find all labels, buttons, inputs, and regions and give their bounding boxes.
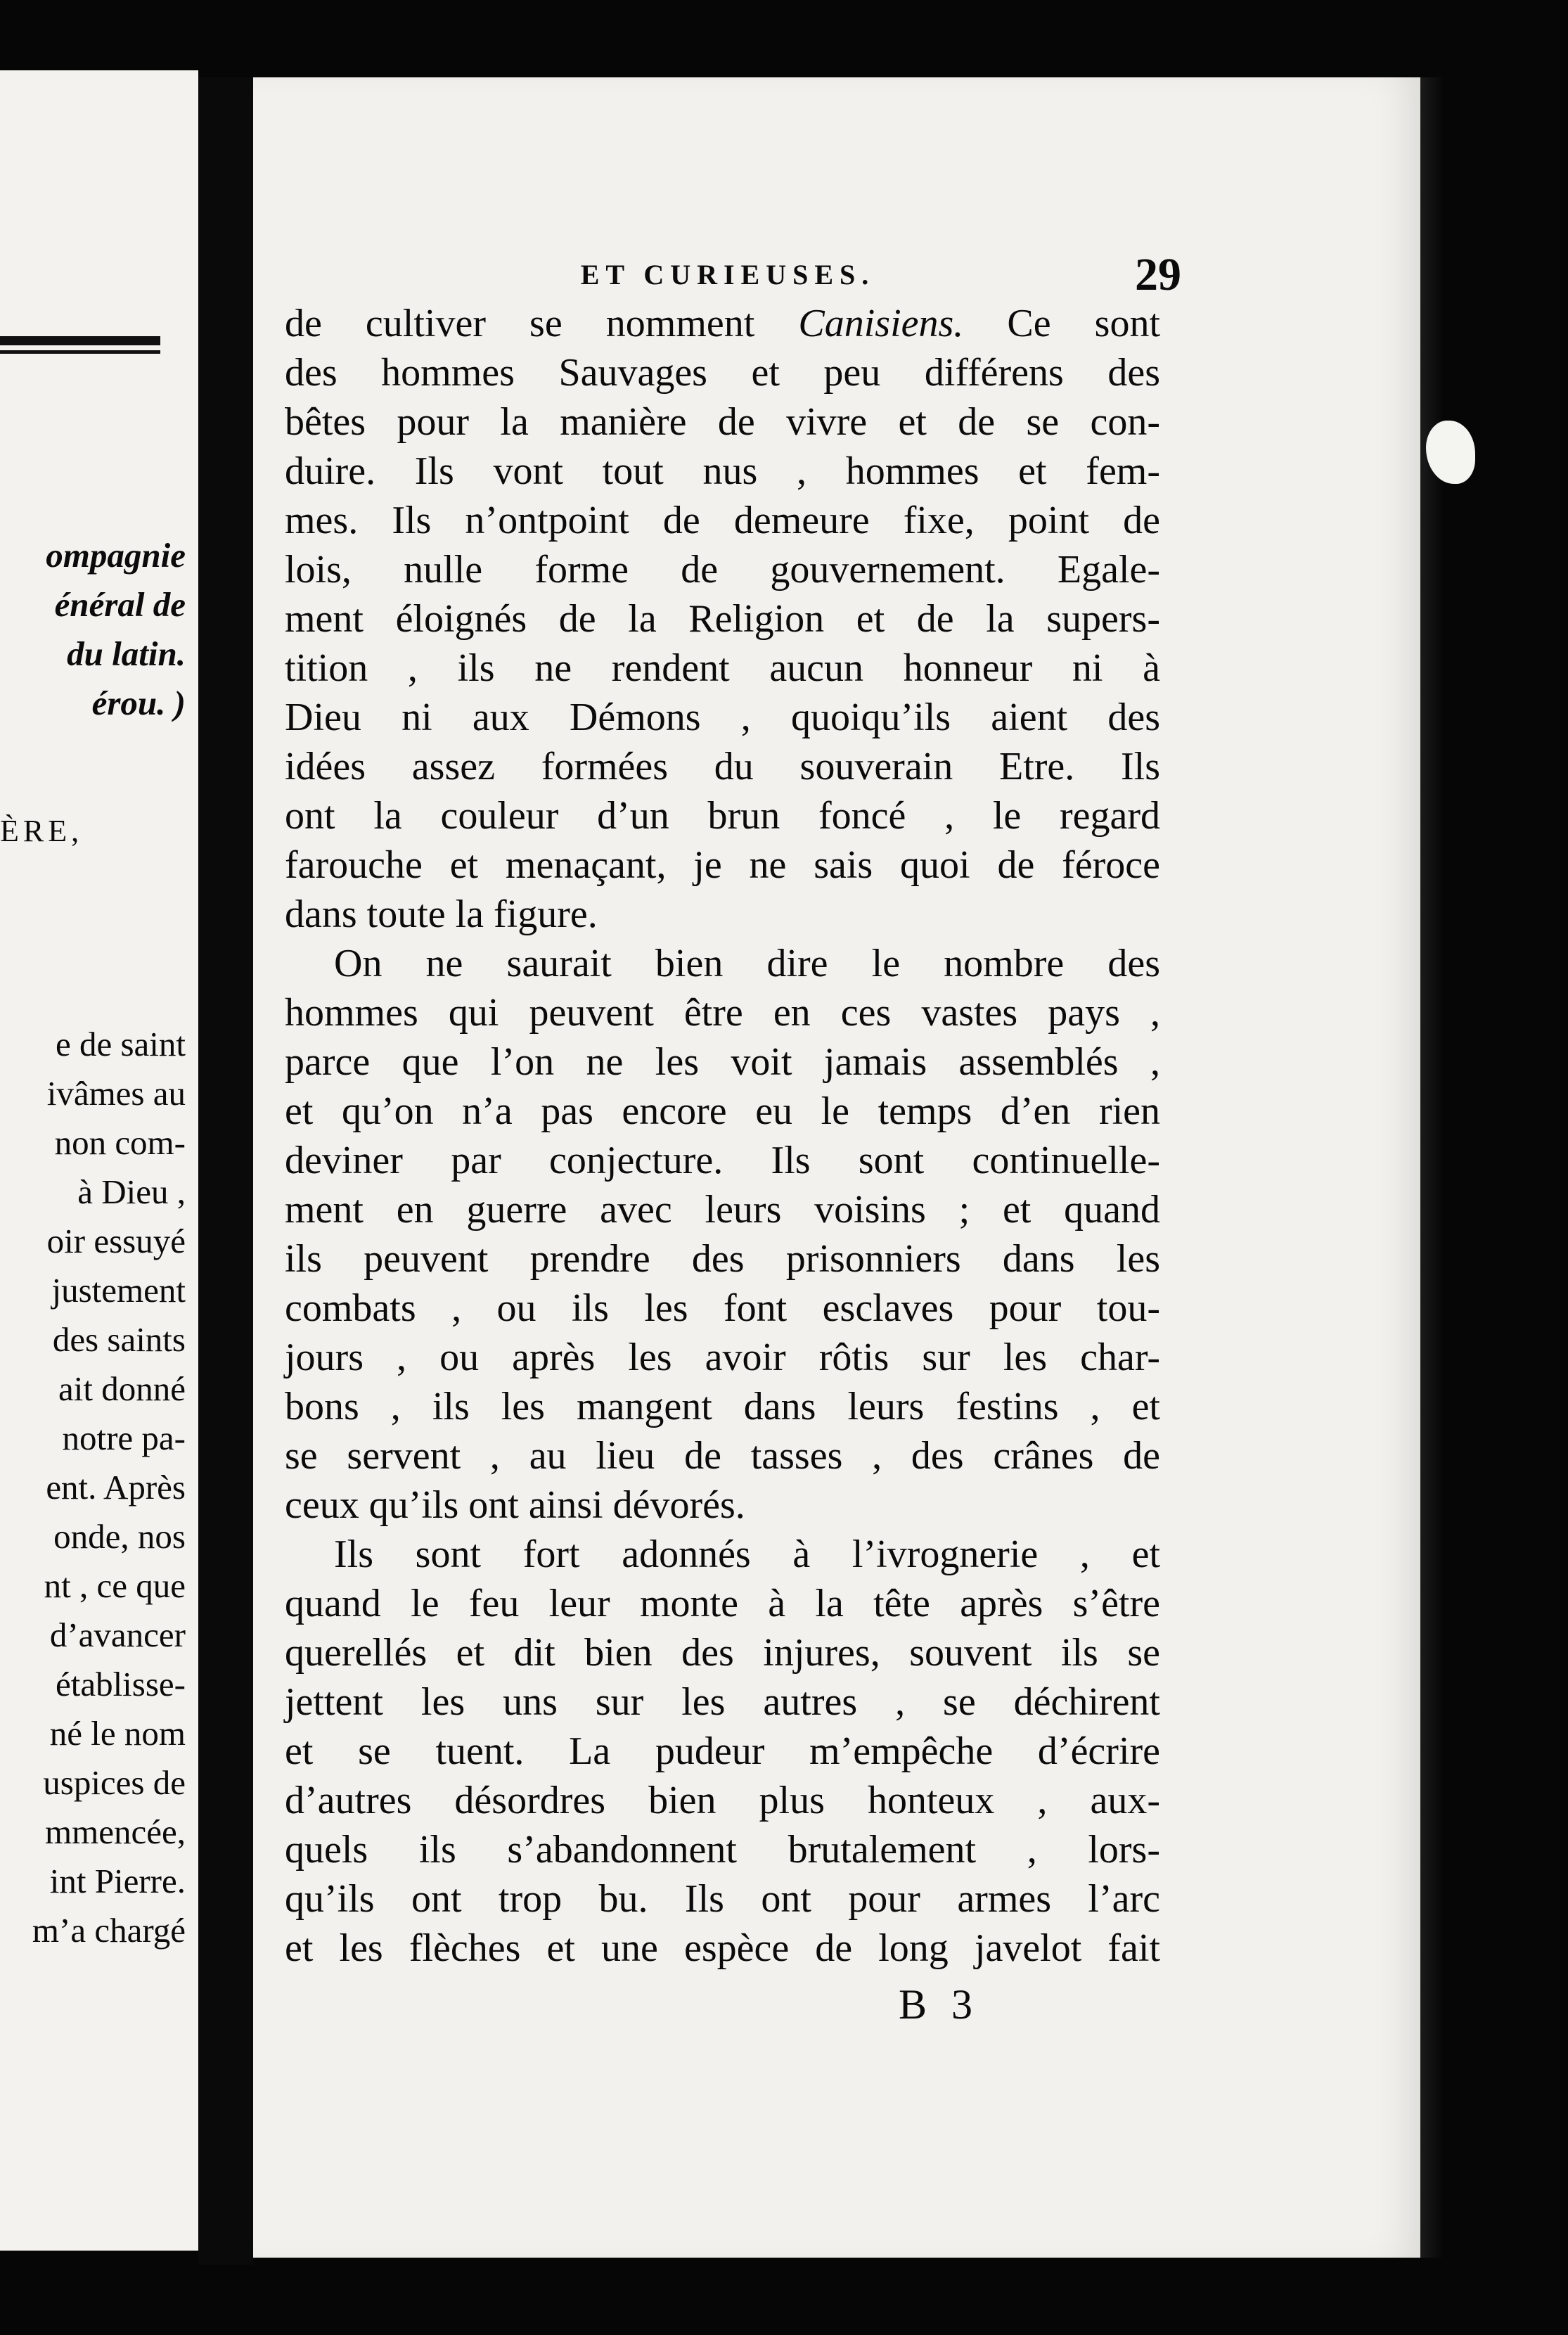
left-line: notre pa- [62,1419,186,1457]
left-line: établisse- [55,1665,186,1703]
double-rule-thick [0,336,160,345]
left-line: uspices de [43,1763,186,1802]
left-line: né le nom [49,1714,186,1753]
left-line: des saints [52,1320,186,1359]
double-rule-thin [0,350,160,354]
left-line: érou. ) [91,684,186,722]
left-line: ivâmes au [46,1074,186,1113]
text-line: parce que l’on ne les voit jamais assemblés , [285,1040,1160,1084]
text-line: mes. Ils n’ontpoint de demeure fixe, point de [285,499,1160,542]
text-line: et se tuent. La pudeur m’empêche d’écrire [285,1729,1160,1773]
text-line: hommes qui peuvent être en ces vastes pays , [285,991,1160,1035]
left-line: e de saint [55,1025,186,1063]
text-line: On ne saurait bien dire le nombre des [334,942,1160,985]
text-line: ment en guerre avec leurs voisins ; et quand [285,1188,1160,1232]
left-line: m’a chargé [32,1911,186,1950]
left-line: non com- [54,1123,186,1162]
left-line: onde, nos [53,1517,186,1556]
left-line: int Pierre. [49,1862,186,1900]
left-line: justement [51,1271,186,1310]
text-line: des hommes Sauvages et peu différens des [285,351,1160,395]
page-edge [1420,77,1445,2258]
running-head: ET CURIEUSES. [580,259,875,290]
signature-mark: B 3 [899,1981,980,2028]
left-line: d’avancer [49,1616,186,1654]
text-line: quels ils s’abandonnent brutalement , lors- [285,1828,1160,1872]
text-line: se servent , au lieu de tasses , des crânes de [285,1434,1160,1478]
text-line: duire. Ils vont tout nus , hommes et fem- [285,449,1160,493]
text-line: et qu’on n’a pas encore eu le temps d’en rien [285,1089,1160,1133]
text-line: jettent les uns sur les autres , se déchirent [285,1680,1160,1724]
text-line: ment éloignés de la Religion et de la supers- [285,597,1160,641]
text-line: tition , ils ne rendent aucun honneur ni à [285,646,1160,690]
italic-term: Canisiens. [798,302,964,345]
left-line: du latin. [67,634,186,673]
text-line: bêtes pour la manière de vivre et de se con- [285,400,1160,444]
text-line: dans toute la figure. [285,893,598,936]
left-line: mmencée, [45,1812,186,1851]
left-line: ÈRE, [0,814,84,848]
text-line: ont la couleur d’un brun foncé , le regard [285,794,1160,838]
book-gutter [198,77,253,2265]
left-line: ompagnie [46,536,186,575]
text-line: et les flèches et une espèce de long javelot fait [285,1926,1160,1970]
text-line: Ils sont fort adonnés à l’ivrognerie , et [334,1533,1160,1576]
text-line: deviner par conjecture. Ils sont continuelle- [285,1139,1160,1182]
left-line: oir essuyé [46,1222,186,1260]
text-line: lois, nulle forme de gouvernement. Egale- [285,548,1160,591]
text-line: ils peuvent prendre des prisonniers dans les [285,1237,1160,1281]
left-line: à Dieu , [77,1172,186,1211]
left-line: nt , ce que [44,1566,186,1605]
left-line: ent. Après [46,1468,186,1506]
left-page [0,70,198,2251]
text-line: d’autres désordres bien plus honteux , aux- [285,1779,1160,1822]
text-line: quand le feu leur monte à la tête après s’être [285,1582,1160,1625]
left-line: ait donné [58,1369,186,1408]
text-line: idées assez formées du souverain Etre. Ils [285,745,1160,788]
text-line: Dieu ni aux Démons , quoiqu’ils aient des [285,696,1160,739]
page-number: 29 [1135,249,1181,300]
text-line: ceux qu’ils ont ainsi dévorés. [285,1483,745,1527]
text-line: bons , ils les mangent dans leurs festins , et [285,1385,1160,1428]
body-text [285,299,1160,1973]
text-line: farouche et menaçant, je ne sais quoi de féroce [285,843,1160,887]
text-line: combats , ou ils les font esclaves pour tou- [285,1286,1160,1330]
left-line: énéral de [54,585,186,624]
text-line: qu’ils ont trop bu. Ils ont pour armes l’arc [285,1877,1160,1921]
text-line: jours , ou après les avoir rôtis sur les char- [285,1336,1160,1379]
text-line: querellés et dit bien des injures, souvent ils se [285,1631,1160,1675]
text-line: de cultiver se nomment Canisiens. Ce sont [285,302,1161,345]
